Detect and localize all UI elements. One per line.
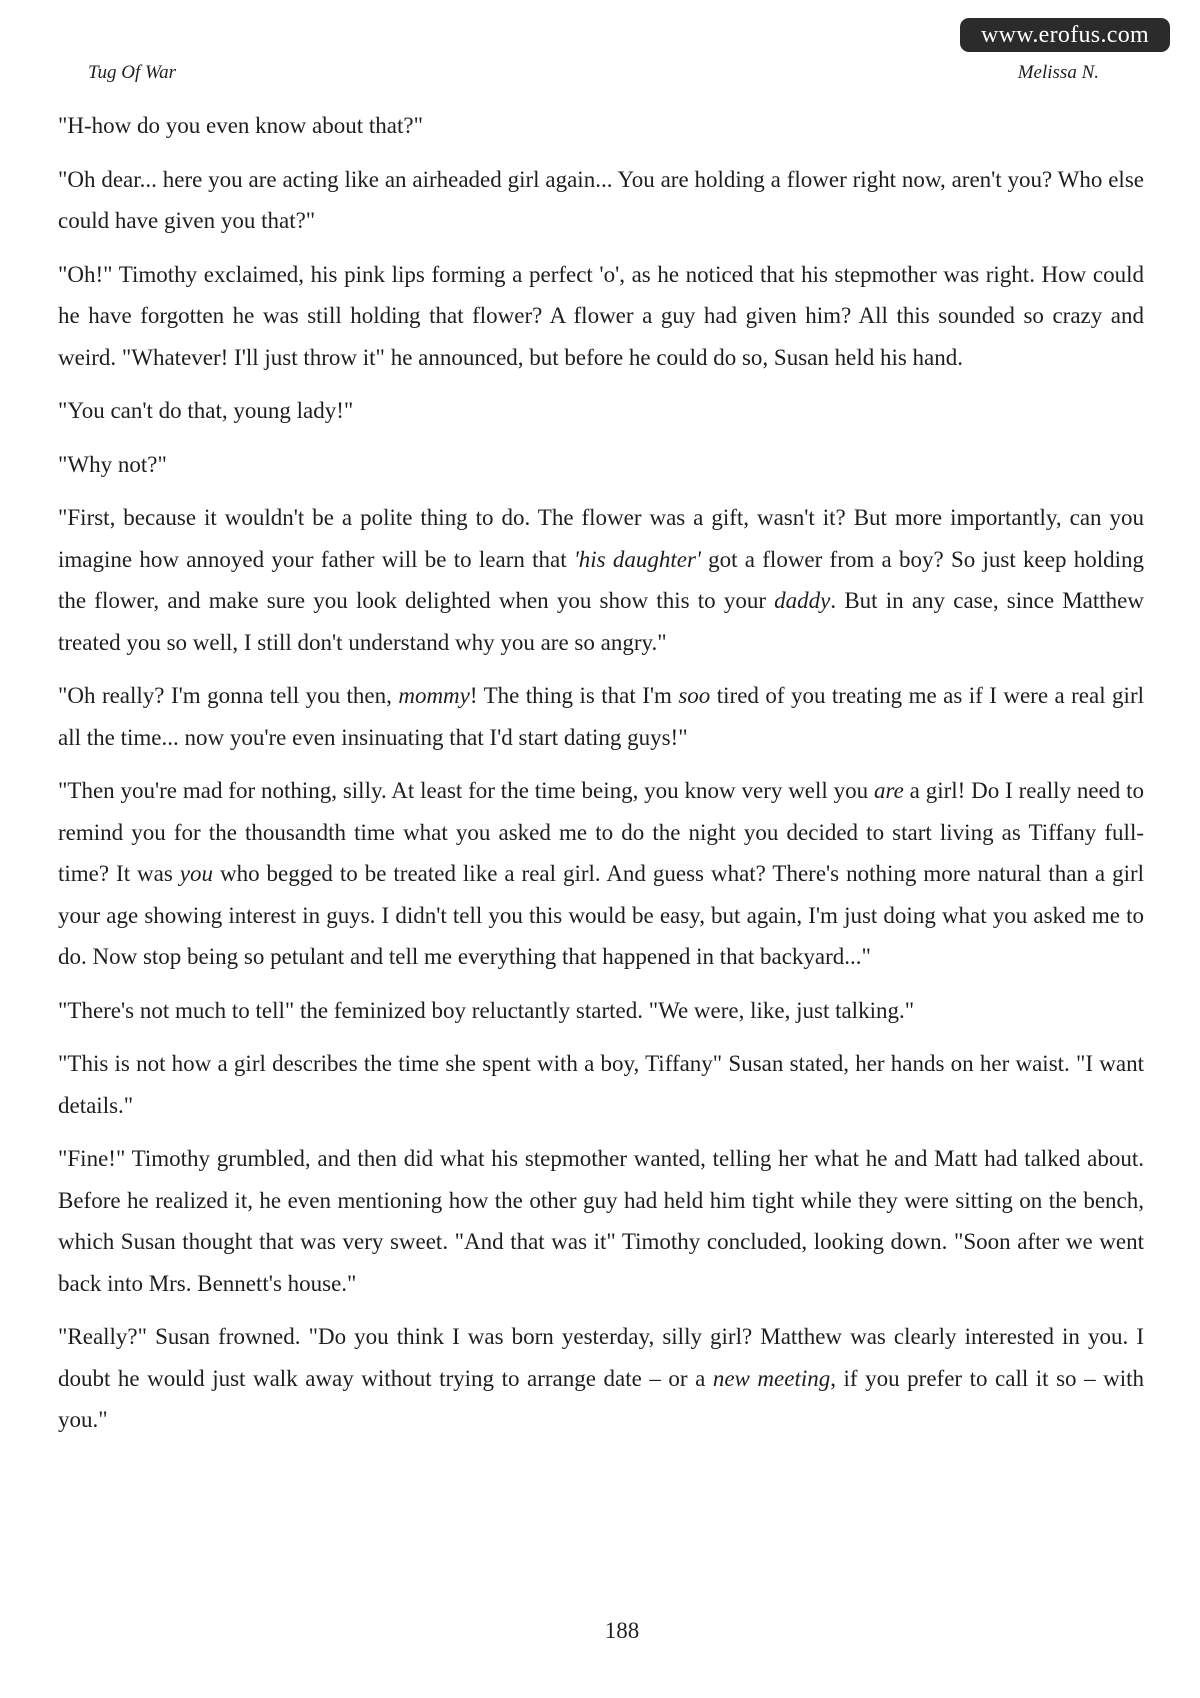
watermark-text: www.erofus.com: [981, 21, 1149, 48]
text-run: tired of you treating me as if I were a real girl all the time... now you're even insinuating that I'd start dating guys!": [58, 683, 1144, 750]
text-run: "Why not?": [58, 451, 167, 477]
text-run: , if you prefer to call it so – with you.": [58, 1365, 1145, 1432]
header-author: Melissa N.: [1017, 62, 1099, 83]
watermark-badge: [960, 18, 1170, 52]
text-run: "You can't do that, young lady!": [58, 398, 354, 423]
text-run: "Fine!" Timothy grumbled, and then did what his stepmother wanted, telling her what he and Matt had talked about. Before he realized it, he even mentioning how the other guy had held him tight while they were sitting on the bench, which Susan thought that was very sweet. "And that was it" Timothy concluded, looking down. "Soon after we went back into Mrs. Bennett's house.": [58, 1146, 1144, 1296]
paragraph: [58, 497, 1144, 663]
page-body: [58, 105, 1144, 1453]
text-run: "H-how do you even know about that?": [58, 113, 423, 138]
paragraph: [58, 390, 1144, 432]
text-run: "Really?" Susan frowned. "Do you think I was born yesterday, silly girl? Matthew was clearly interested in you. I doubt he would just walk away without trying to arrange date – or a: [58, 1324, 1144, 1391]
text-run: "This is not how a girl describes the time she spent with a boy, Tiffany" Susan stated, her hands on her waist. "I want details.": [58, 1051, 1144, 1118]
text-run: ! The thing is that I'm: [469, 683, 679, 708]
text-run: "First, because it wouldn't be a polite thing to do. The flower was a gift, wasn't it? But more importantly, can you imagine how annoyed your father will be to learn that: [58, 505, 1144, 572]
italic-text: new meeting: [712, 1365, 831, 1391]
page-number: 188: [604, 1618, 640, 1643]
italic-text: are: [874, 778, 904, 803]
paragraph: [58, 254, 1144, 379]
text-run: got a flower from a boy? So just keep holding the flower, and make sure you look delighted when you show this to your: [58, 546, 1144, 613]
paragraph: [58, 105, 1144, 147]
paragraph: [58, 444, 1144, 486]
italic-text: 'his daughter': [573, 546, 701, 572]
paragraph: [58, 770, 1144, 978]
text-run: "Oh!" Timothy exclaimed, his pink lips forming a perfect 'o', as he noticed that his stepmother was right. How could he have forgotten he was still holding that flower? A flower a guy had given him? All this sounded so crazy and weird. "Whatever! I'll just throw it" he announced, but before he could do so, Susan held his hand.: [58, 261, 1144, 370]
italic-text: mommy: [398, 683, 470, 708]
paragraph: [58, 159, 1144, 242]
text-run: "Oh really? I'm gonna tell you then,: [58, 683, 399, 708]
header-book-title: Tug Of War: [88, 62, 176, 83]
italic-text: daddy: [774, 588, 831, 613]
italic-text: soo: [678, 683, 711, 708]
paragraph: [58, 1316, 1144, 1441]
paragraph: [58, 675, 1144, 758]
text-run: . But in any case, since Matthew treated you so well, I still don't understand why you are so angry.": [58, 588, 1144, 655]
text-run: "Then you're mad for nothing, silly. At least for the time being, you know very well you: [58, 778, 874, 803]
text-run: "There's not much to tell" the feminized boy reluctantly started. "We were, like, just talking.": [58, 997, 915, 1023]
italic-text: you: [179, 861, 213, 886]
text-run: "Oh dear... here you are acting like an airheaded girl again... You are holding a flower right now, aren't you? Who else could have given you that?": [58, 166, 1144, 233]
text-run: who begged to be treated like a real girl. And guess what? There's nothing more natural than a girl your age showing interest in guys. I didn't tell you this would be easy, but again, I'm just doing what you asked me to do. Now stop being so petulant and tell me everything that happened in that backyard...": [58, 861, 1145, 969]
paragraph: [58, 990, 1144, 1032]
paragraph: [58, 1138, 1144, 1304]
paragraph: [58, 1043, 1144, 1126]
text-run: a girl! Do I really need to remind you for the thousandth time what you asked me to do the night you decided to start living as Tiffany full-time? It was: [58, 778, 1144, 886]
